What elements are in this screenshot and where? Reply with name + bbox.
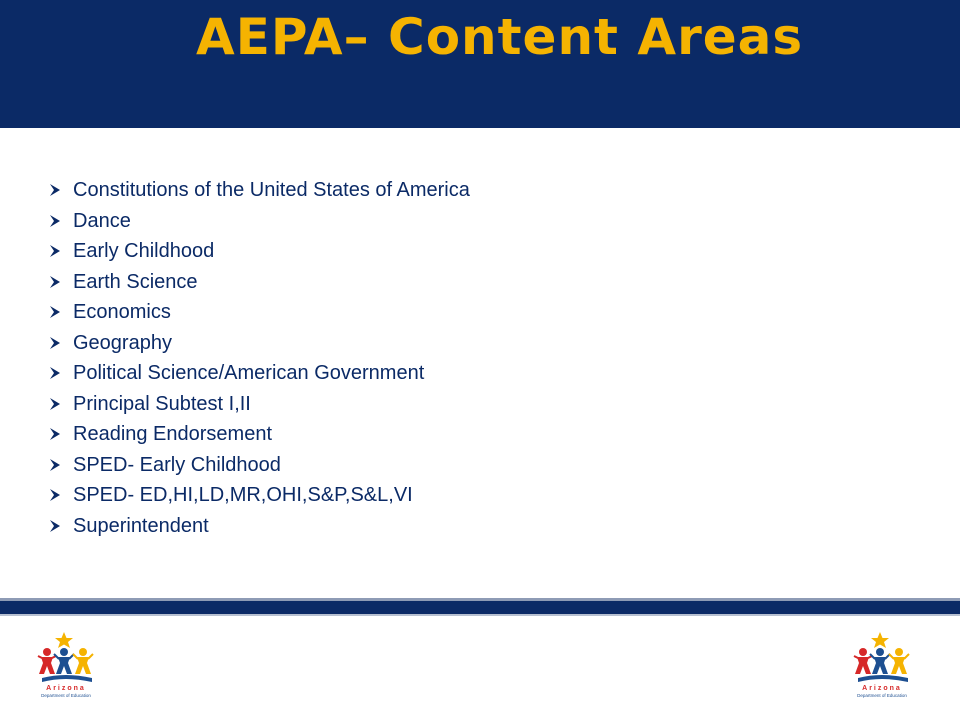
arrow-bullet-icon: [48, 396, 68, 412]
arrow-bullet-icon: [48, 213, 68, 229]
arrow-bullet-icon: [48, 182, 68, 198]
slide-title: AEPA– Content Areas: [196, 8, 804, 66]
arrow-bullet-icon: [48, 335, 68, 351]
list-item: [48, 358, 470, 389]
logo-name: Arizona: [46, 685, 86, 692]
header-banner: [0, 0, 960, 128]
list-item-label: Dance: [73, 209, 131, 232]
list-item: [48, 419, 470, 450]
list-item: [48, 267, 470, 298]
list-item: [48, 297, 470, 328]
arrow-bullet-icon: [48, 243, 68, 259]
arizona-department-of-education-logo-icon: [852, 630, 924, 702]
list-item-label: SPED- ED,HI,LD,MR,OHI,S&P,S&L,VI: [73, 484, 413, 506]
list-item: [48, 480, 470, 511]
list-item: [48, 236, 470, 267]
logo-subtitle: Department of Education: [41, 693, 91, 698]
list-item-label: Reading Endorsement: [73, 423, 273, 445]
list-item: [48, 206, 470, 237]
arrow-bullet-icon: [48, 487, 68, 503]
list-item-label: Political Science/American Government: [73, 362, 425, 384]
list-item-label: Early Childhood: [73, 240, 215, 262]
list-item: [48, 389, 470, 420]
arrow-bullet-icon: [48, 304, 68, 320]
list-item-label: Superintendent: [73, 514, 209, 537]
list-item-label: SPED- Early Childhood: [73, 453, 281, 476]
list-item-label: Constitutions of the United States of America: [73, 179, 470, 201]
footer-divider-bottom: [0, 614, 960, 616]
content-areas-list: [48, 175, 470, 541]
arrow-bullet-icon: [48, 274, 68, 290]
list-item-label: Geography: [73, 331, 172, 354]
list-item: [48, 450, 470, 481]
list-item-label: Economics: [73, 301, 171, 323]
list-item: [48, 175, 470, 206]
arrow-bullet-icon: [48, 365, 68, 381]
arrow-bullet-icon: [48, 426, 68, 442]
arrow-bullet-icon: [48, 457, 68, 473]
list-item: [48, 328, 470, 359]
logo-name: Arizona: [862, 685, 902, 692]
footer-divider-bar: [0, 601, 960, 614]
list-item: [48, 511, 470, 542]
logo-subtitle: Department of Education: [857, 693, 907, 698]
list-item-label: Principal Subtest I,II: [73, 392, 251, 415]
list-item-label: Earth Science: [73, 270, 198, 293]
arrow-bullet-icon: [48, 518, 68, 534]
arizona-department-of-education-logo-icon: [36, 630, 108, 702]
